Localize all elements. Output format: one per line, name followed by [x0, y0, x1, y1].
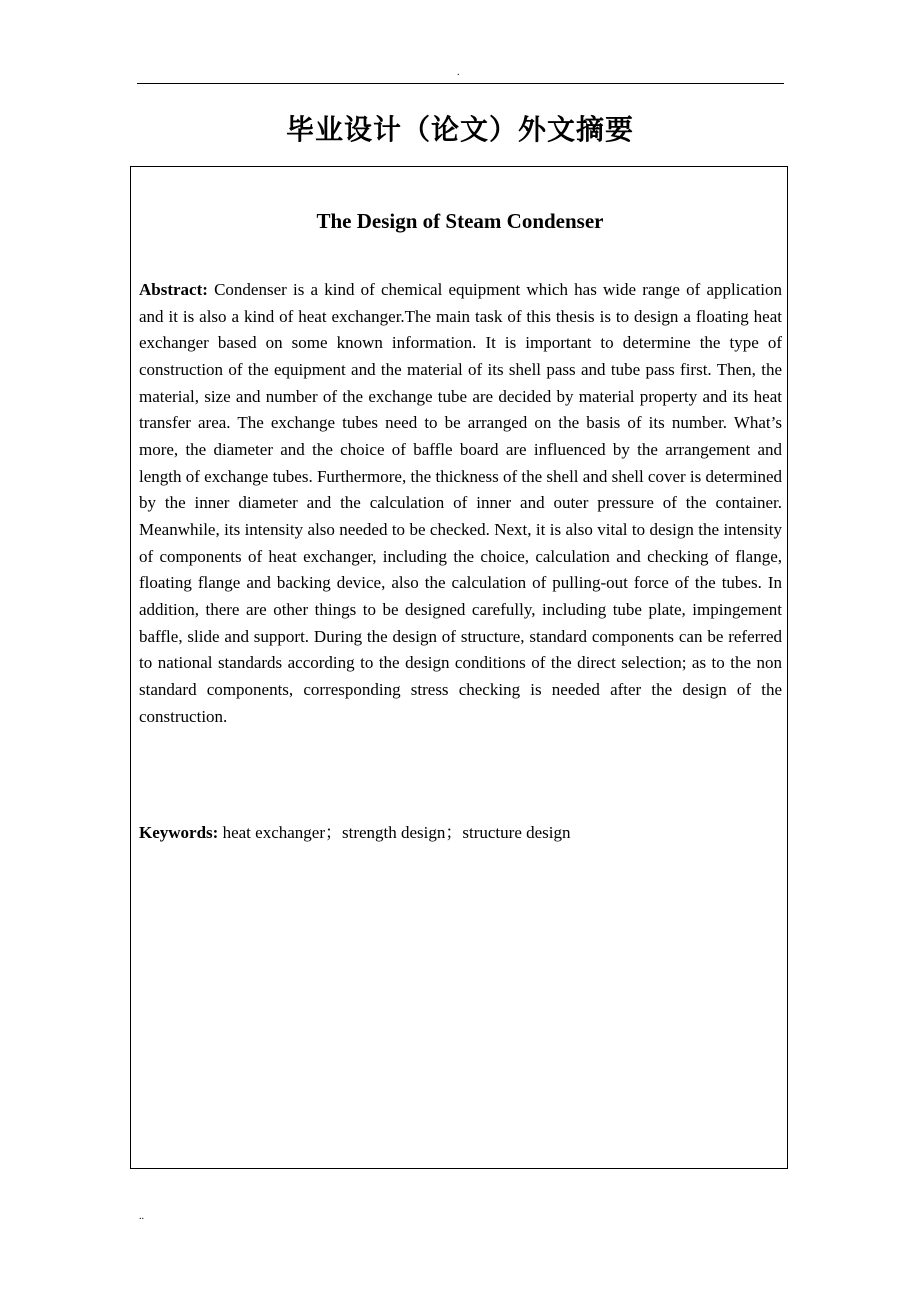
- abstract-label: Abstract:: [139, 280, 208, 299]
- footer-mark: ..: [139, 1211, 144, 1222]
- keywords-label: Keywords:: [139, 823, 219, 842]
- keywords-paragraph: [139, 820, 782, 846]
- abstract-text: Condenser is a kind of chemical equipment which has wide range of application and it is also a kind of heat exchanger.The main task of this thesis is to design a floating heat exchanger based on some known information. It is important to determine the type of construction of the equipment and the material of its shell pass and tube pass first. Then, the material, size and number of the exchange tube are decided by material property and its heat transfer area. The exchange tubes need to be arranged on the basis of its number. What’s more, the diameter and the choice of baffle board are influenced by the arrangement and length of exchange tubes. Furthermore, the thickness of the shell and shell cover is determined by the inner diameter and the calculation of inner and outer pressure of the container. Meanwhile, its intensity also needed to be checked. Next, it is also vital to design the intensity of components of heat exchanger, including the choice, calculation and checking of flange, floating flange and backing device, also the calculation of pulling-out force of the tubes. In addition, there are other things to be designed carefully, including tube plate, impingement baffle, slide and support. During the design of structure, standard components can be referred to national standards according to the design conditions of the direct selection; as to the non standard components, corresponding stress checking is needed after the design of the construction.: [139, 280, 782, 726]
- keywords-text: heat exchanger；strength design；structure design: [218, 823, 571, 842]
- abstract-paragraph: [139, 277, 782, 730]
- paper-title: The Design of Steam Condenser: [316, 209, 604, 233]
- header-rule: [137, 83, 784, 84]
- header-mark: .: [457, 67, 460, 78]
- page-title: 毕业设计（论文）外文摘要: [285, 113, 634, 146]
